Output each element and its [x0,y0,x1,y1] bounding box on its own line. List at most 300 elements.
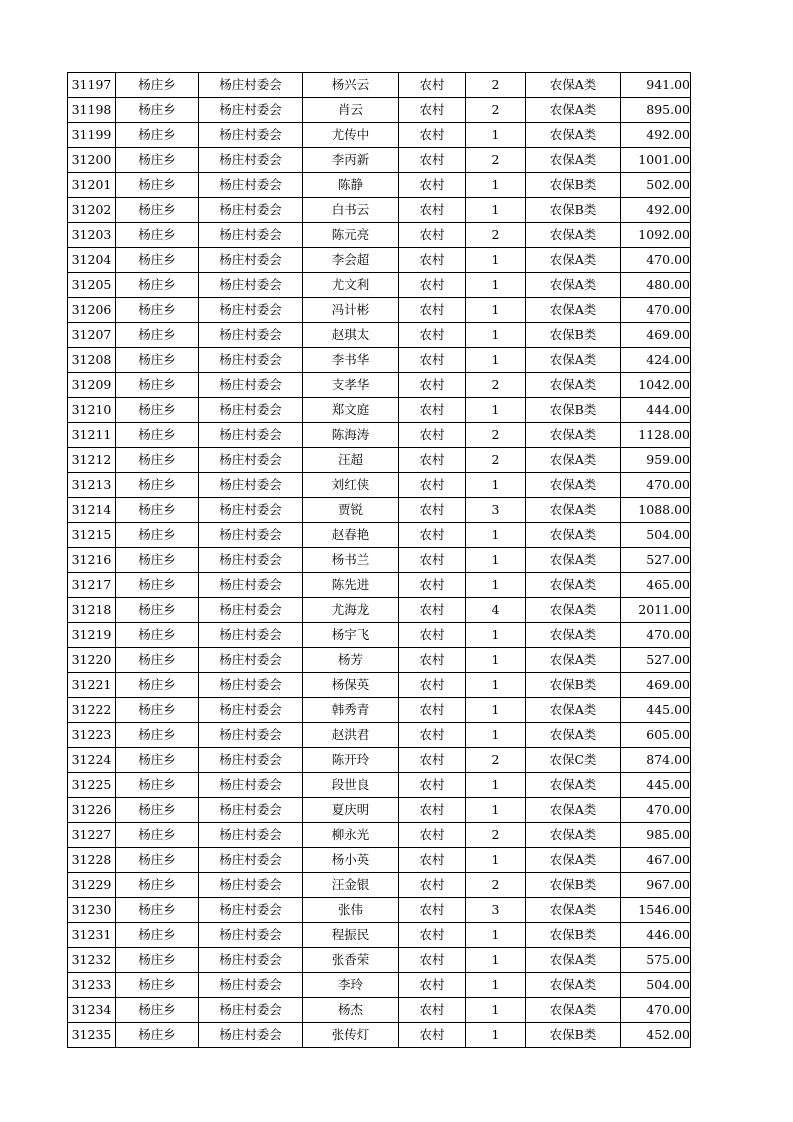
cell-area-type: 农村 [399,823,466,848]
cell-person-name: 白书云 [303,198,399,223]
cell-household-count: 3 [466,498,526,523]
cell-person-name: 李书华 [303,348,399,373]
cell-serial-number: 31225 [68,773,116,798]
cell-village-committee: 杨庄村委会 [199,673,303,698]
table-row [68,323,691,348]
table-row [68,473,691,498]
cell-household-count: 1 [466,573,526,598]
cell-category: 农保A类 [526,948,621,973]
cell-area-type: 农村 [399,98,466,123]
cell-village-committee: 杨庄村委会 [199,873,303,898]
cell-amount: 469.00 [621,673,691,698]
cell-amount: 465.00 [621,573,691,598]
cell-village-committee: 杨庄村委会 [199,173,303,198]
cell-village-committee: 杨庄村委会 [199,998,303,1023]
cell-village-committee: 杨庄村委会 [199,448,303,473]
table-row [68,598,691,623]
table-row [68,573,691,598]
cell-area-type: 农村 [399,923,466,948]
table-row [68,898,691,923]
cell-township: 杨庄乡 [116,723,199,748]
cell-township: 杨庄乡 [116,823,199,848]
cell-amount: 1128.00 [621,423,691,448]
cell-amount: 470.00 [621,623,691,648]
cell-township: 杨庄乡 [116,98,199,123]
cell-serial-number: 31207 [68,323,116,348]
table-row [68,198,691,223]
cell-amount: 492.00 [621,198,691,223]
cell-township: 杨庄乡 [116,173,199,198]
cell-amount: 470.00 [621,473,691,498]
beneficiary-table [67,72,691,1048]
cell-serial-number: 31222 [68,698,116,723]
cell-household-count: 1 [466,248,526,273]
cell-household-count: 1 [466,523,526,548]
cell-amount: 492.00 [621,123,691,148]
cell-household-count: 2 [466,73,526,98]
cell-serial-number: 31229 [68,873,116,898]
cell-category: 农保A类 [526,98,621,123]
cell-person-name: 汪超 [303,448,399,473]
cell-category: 农保B类 [526,673,621,698]
cell-area-type: 农村 [399,323,466,348]
table-row [68,348,691,373]
table-row [68,373,691,398]
cell-area-type: 农村 [399,573,466,598]
cell-amount: 446.00 [621,923,691,948]
cell-category: 农保A类 [526,898,621,923]
table-body [68,73,691,1048]
cell-area-type: 农村 [399,873,466,898]
cell-village-committee: 杨庄村委会 [199,598,303,623]
cell-household-count: 2 [466,873,526,898]
cell-township: 杨庄乡 [116,948,199,973]
cell-area-type: 农村 [399,223,466,248]
table-row [68,873,691,898]
table-row [68,948,691,973]
cell-amount: 527.00 [621,548,691,573]
cell-category: 农保A类 [526,498,621,523]
cell-person-name: 支孝华 [303,373,399,398]
table-row [68,698,691,723]
table-row [68,273,691,298]
cell-area-type: 农村 [399,773,466,798]
cell-amount: 527.00 [621,648,691,673]
cell-category: 农保A类 [526,973,621,998]
cell-category: 农保A类 [526,848,621,873]
cell-serial-number: 31232 [68,948,116,973]
cell-amount: 1092.00 [621,223,691,248]
table-row [68,173,691,198]
cell-person-name: 段世良 [303,773,399,798]
cell-person-name: 陈元亮 [303,223,399,248]
cell-person-name: 尤海龙 [303,598,399,623]
cell-township: 杨庄乡 [116,923,199,948]
cell-category: 农保A类 [526,548,621,573]
cell-township: 杨庄乡 [116,273,199,298]
table-row [68,223,691,248]
table-row [68,73,691,98]
cell-household-count: 1 [466,798,526,823]
cell-amount: 504.00 [621,973,691,998]
cell-category: 农保A类 [526,148,621,173]
cell-area-type: 农村 [399,723,466,748]
cell-village-committee: 杨庄村委会 [199,823,303,848]
cell-township: 杨庄乡 [116,898,199,923]
cell-household-count: 1 [466,198,526,223]
cell-category: 农保A类 [526,573,621,598]
cell-category: 农保A类 [526,348,621,373]
cell-person-name: 李玲 [303,973,399,998]
cell-person-name: 杨兴云 [303,73,399,98]
cell-amount: 605.00 [621,723,691,748]
cell-area-type: 农村 [399,398,466,423]
cell-area-type: 农村 [399,673,466,698]
cell-township: 杨庄乡 [116,798,199,823]
cell-area-type: 农村 [399,948,466,973]
cell-household-count: 2 [466,373,526,398]
cell-person-name: 杨书兰 [303,548,399,573]
cell-category: 农保A类 [526,623,621,648]
cell-person-name: 杨小英 [303,848,399,873]
cell-serial-number: 31214 [68,498,116,523]
cell-area-type: 农村 [399,73,466,98]
table-row [68,523,691,548]
cell-amount: 1042.00 [621,373,691,398]
cell-township: 杨庄乡 [116,648,199,673]
cell-household-count: 1 [466,998,526,1023]
cell-household-count: 1 [466,948,526,973]
cell-amount: 895.00 [621,98,691,123]
table-row [68,823,691,848]
cell-serial-number: 31198 [68,98,116,123]
cell-amount: 1088.00 [621,498,691,523]
cell-serial-number: 31213 [68,473,116,498]
cell-amount: 470.00 [621,998,691,1023]
cell-township: 杨庄乡 [116,498,199,523]
cell-amount: 469.00 [621,323,691,348]
cell-township: 杨庄乡 [116,748,199,773]
cell-village-committee: 杨庄村委会 [199,348,303,373]
cell-serial-number: 31211 [68,423,116,448]
cell-amount: 985.00 [621,823,691,848]
cell-serial-number: 31200 [68,148,116,173]
cell-household-count: 3 [466,898,526,923]
cell-amount: 502.00 [621,173,691,198]
cell-person-name: 韩秀青 [303,698,399,723]
cell-amount: 959.00 [621,448,691,473]
cell-serial-number: 31210 [68,398,116,423]
cell-serial-number: 31233 [68,973,116,998]
cell-serial-number: 31203 [68,223,116,248]
cell-person-name: 汪金银 [303,873,399,898]
cell-person-name: 冯计彬 [303,298,399,323]
table-row [68,1023,691,1048]
cell-village-committee: 杨庄村委会 [199,548,303,573]
table-row [68,723,691,748]
cell-serial-number: 31202 [68,198,116,223]
cell-household-count: 1 [466,973,526,998]
table-row [68,773,691,798]
cell-serial-number: 31212 [68,448,116,473]
table-row [68,98,691,123]
cell-township: 杨庄乡 [116,373,199,398]
cell-village-committee: 杨庄村委会 [199,848,303,873]
cell-village-committee: 杨庄村委会 [199,273,303,298]
table-row [68,148,691,173]
cell-serial-number: 31206 [68,298,116,323]
cell-area-type: 农村 [399,523,466,548]
cell-serial-number: 31197 [68,73,116,98]
cell-person-name: 尤传中 [303,123,399,148]
cell-village-committee: 杨庄村委会 [199,248,303,273]
cell-serial-number: 31209 [68,373,116,398]
cell-person-name: 陈静 [303,173,399,198]
cell-village-committee: 杨庄村委会 [199,973,303,998]
cell-household-count: 2 [466,223,526,248]
cell-person-name: 张传灯 [303,1023,399,1048]
table-row [68,623,691,648]
table-row [68,398,691,423]
cell-person-name: 赵洪君 [303,723,399,748]
cell-serial-number: 31234 [68,998,116,1023]
cell-serial-number: 31221 [68,673,116,698]
cell-area-type: 农村 [399,798,466,823]
cell-category: 农保B类 [526,323,621,348]
cell-category: 农保A类 [526,723,621,748]
cell-village-committee: 杨庄村委会 [199,798,303,823]
cell-serial-number: 31227 [68,823,116,848]
cell-village-committee: 杨庄村委会 [199,198,303,223]
cell-village-committee: 杨庄村委会 [199,73,303,98]
cell-village-committee: 杨庄村委会 [199,398,303,423]
cell-category: 农保B类 [526,1023,621,1048]
cell-category: 农保A类 [526,698,621,723]
cell-area-type: 农村 [399,598,466,623]
cell-person-name: 陈开玲 [303,748,399,773]
cell-amount: 1546.00 [621,898,691,923]
cell-household-count: 1 [466,723,526,748]
table-row [68,923,691,948]
cell-village-committee: 杨庄村委会 [199,623,303,648]
cell-category: 农保A类 [526,773,621,798]
cell-person-name: 尤文利 [303,273,399,298]
cell-person-name: 程振民 [303,923,399,948]
cell-household-count: 1 [466,698,526,723]
table-row [68,798,691,823]
cell-township: 杨庄乡 [116,848,199,873]
cell-serial-number: 31220 [68,648,116,673]
cell-serial-number: 31199 [68,123,116,148]
cell-village-committee: 杨庄村委会 [199,298,303,323]
cell-person-name: 陈海涛 [303,423,399,448]
cell-serial-number: 31231 [68,923,116,948]
cell-household-count: 4 [466,598,526,623]
cell-township: 杨庄乡 [116,773,199,798]
cell-area-type: 农村 [399,1023,466,1048]
cell-township: 杨庄乡 [116,673,199,698]
cell-area-type: 农村 [399,148,466,173]
cell-area-type: 农村 [399,498,466,523]
cell-serial-number: 31216 [68,548,116,573]
cell-village-committee: 杨庄村委会 [199,698,303,723]
cell-household-count: 1 [466,773,526,798]
cell-area-type: 农村 [399,248,466,273]
cell-area-type: 农村 [399,198,466,223]
cell-category: 农保A类 [526,823,621,848]
cell-category: 农保A类 [526,798,621,823]
cell-amount: 967.00 [621,873,691,898]
cell-amount: 452.00 [621,1023,691,1048]
cell-person-name: 赵琪太 [303,323,399,348]
cell-person-name: 张香荣 [303,948,399,973]
cell-category: 农保B类 [526,398,621,423]
cell-person-name: 刘红侠 [303,473,399,498]
table-row [68,998,691,1023]
table-row [68,648,691,673]
cell-area-type: 农村 [399,473,466,498]
cell-village-committee: 杨庄村委会 [199,898,303,923]
cell-area-type: 农村 [399,173,466,198]
cell-township: 杨庄乡 [116,998,199,1023]
cell-category: 农保A类 [526,423,621,448]
cell-household-count: 1 [466,623,526,648]
cell-area-type: 农村 [399,748,466,773]
cell-township: 杨庄乡 [116,873,199,898]
table-row [68,248,691,273]
cell-area-type: 农村 [399,998,466,1023]
cell-person-name: 柳永光 [303,823,399,848]
cell-township: 杨庄乡 [116,123,199,148]
cell-category: 农保C类 [526,748,621,773]
cell-person-name: 肖云 [303,98,399,123]
cell-area-type: 农村 [399,448,466,473]
cell-village-committee: 杨庄村委会 [199,1023,303,1048]
cell-amount: 504.00 [621,523,691,548]
cell-village-committee: 杨庄村委会 [199,373,303,398]
cell-household-count: 1 [466,648,526,673]
table-row [68,498,691,523]
cell-township: 杨庄乡 [116,573,199,598]
cell-category: 农保A类 [526,598,621,623]
cell-household-count: 1 [466,298,526,323]
cell-township: 杨庄乡 [116,248,199,273]
cell-village-committee: 杨庄村委会 [199,748,303,773]
cell-serial-number: 31226 [68,798,116,823]
cell-amount: 941.00 [621,73,691,98]
cell-person-name: 郑文庭 [303,398,399,423]
cell-amount: 444.00 [621,398,691,423]
cell-area-type: 农村 [399,623,466,648]
cell-area-type: 农村 [399,298,466,323]
cell-category: 农保A类 [526,73,621,98]
cell-village-committee: 杨庄村委会 [199,123,303,148]
table-row [68,298,691,323]
cell-household-count: 1 [466,1023,526,1048]
cell-household-count: 1 [466,548,526,573]
table-row [68,973,691,998]
cell-township: 杨庄乡 [116,623,199,648]
table-row [68,423,691,448]
cell-serial-number: 31208 [68,348,116,373]
cell-category: 农保A类 [526,273,621,298]
cell-township: 杨庄乡 [116,398,199,423]
cell-amount: 445.00 [621,773,691,798]
cell-serial-number: 31230 [68,898,116,923]
cell-household-count: 2 [466,748,526,773]
cell-person-name: 张伟 [303,898,399,923]
cell-township: 杨庄乡 [116,523,199,548]
cell-household-count: 1 [466,848,526,873]
cell-person-name: 李会超 [303,248,399,273]
cell-area-type: 农村 [399,373,466,398]
cell-household-count: 1 [466,348,526,373]
cell-person-name: 陈先进 [303,573,399,598]
cell-village-committee: 杨庄村委会 [199,948,303,973]
cell-amount: 470.00 [621,248,691,273]
cell-township: 杨庄乡 [116,473,199,498]
cell-category: 农保A类 [526,523,621,548]
cell-person-name: 贾锐 [303,498,399,523]
cell-village-committee: 杨庄村委会 [199,223,303,248]
cell-category: 农保B类 [526,173,621,198]
cell-category: 农保A类 [526,473,621,498]
cell-category: 农保B类 [526,923,621,948]
cell-area-type: 农村 [399,648,466,673]
cell-serial-number: 31223 [68,723,116,748]
cell-area-type: 农村 [399,698,466,723]
cell-person-name: 赵春艳 [303,523,399,548]
cell-area-type: 农村 [399,348,466,373]
cell-amount: 480.00 [621,273,691,298]
cell-township: 杨庄乡 [116,73,199,98]
cell-township: 杨庄乡 [116,148,199,173]
cell-serial-number: 31201 [68,173,116,198]
cell-amount: 445.00 [621,698,691,723]
cell-category: 农保A类 [526,298,621,323]
cell-serial-number: 31219 [68,623,116,648]
cell-household-count: 2 [466,448,526,473]
cell-household-count: 1 [466,473,526,498]
cell-household-count: 1 [466,923,526,948]
cell-village-committee: 杨庄村委会 [199,423,303,448]
cell-township: 杨庄乡 [116,973,199,998]
cell-amount: 874.00 [621,748,691,773]
cell-person-name: 杨芳 [303,648,399,673]
cell-amount: 2011.00 [621,598,691,623]
cell-household-count: 1 [466,273,526,298]
table-row [68,548,691,573]
cell-serial-number: 31205 [68,273,116,298]
cell-category: 农保A类 [526,123,621,148]
cell-category: 农保A类 [526,998,621,1023]
cell-category: 农保A类 [526,248,621,273]
cell-township: 杨庄乡 [116,698,199,723]
cell-serial-number: 31228 [68,848,116,873]
cell-township: 杨庄乡 [116,323,199,348]
table-row [68,448,691,473]
cell-category: 农保A类 [526,373,621,398]
cell-household-count: 1 [466,398,526,423]
cell-category: 农保B类 [526,873,621,898]
cell-category: 农保B类 [526,198,621,223]
cell-area-type: 农村 [399,973,466,998]
cell-category: 农保A类 [526,223,621,248]
cell-village-committee: 杨庄村委会 [199,648,303,673]
cell-serial-number: 31218 [68,598,116,623]
cell-village-committee: 杨庄村委会 [199,523,303,548]
cell-household-count: 2 [466,423,526,448]
